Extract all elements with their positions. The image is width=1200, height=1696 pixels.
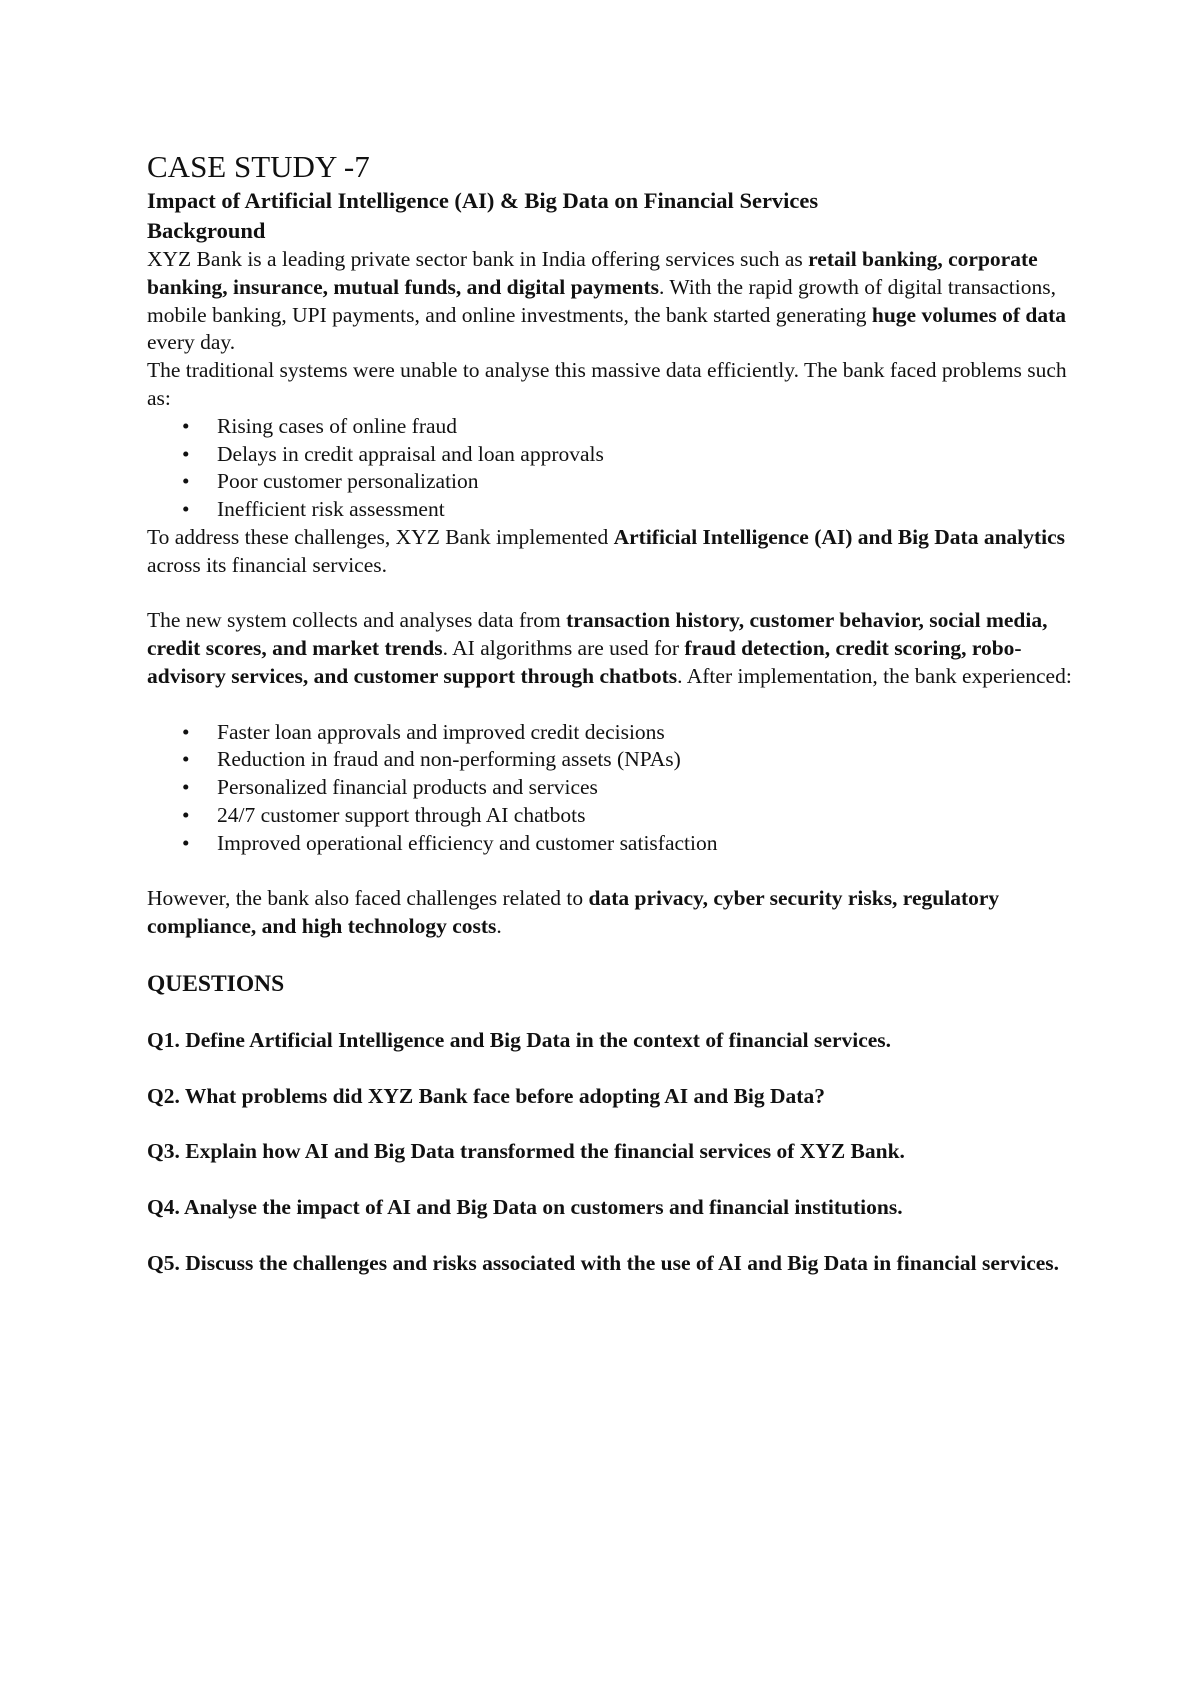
system-text-3: . After implementation, the bank experienced: <box>677 663 1072 688</box>
intro-text-2: . With the rapid growth of digital transactions, mobile banking, UPI payments, and online investments, the bank started generating <box>147 274 1056 327</box>
intro-paragraph <box>147 246 1077 357</box>
challenges-text-2: . <box>496 914 502 939</box>
system-text-1: The new system collects and analyses data from <box>147 608 567 633</box>
benefit-text: Personalized financial products and services <box>217 775 598 800</box>
list-item <box>182 802 1077 830</box>
problems-list <box>147 413 1077 524</box>
spacer <box>147 858 1077 886</box>
intro-services-bold: retail banking, corporate banking, insurance, mutual funds, and digital payments <box>147 247 1038 299</box>
spacer <box>147 691 1077 719</box>
page-title: CASE STUDY -7 <box>147 149 370 184</box>
challenges-text-1: However, the bank also faced challenges related to <box>147 886 589 911</box>
intro-text-1: XYZ Bank is a leading private sector bank in India offering services such as <box>147 247 809 271</box>
spacer <box>147 1166 1077 1194</box>
list-item <box>182 746 1077 774</box>
list-item <box>182 413 1077 441</box>
bullet-icon: • <box>182 830 190 855</box>
system-text-2: . AI algorithms are used for <box>442 636 685 661</box>
problem-text: Inefficient risk assessment <box>217 497 445 522</box>
system-uses-bold: fraud detection, credit scoring, robo-advisory services, and customer support through chatbots <box>147 636 1022 688</box>
bullet-icon: • <box>182 413 190 438</box>
question-2: Q2. What problems did XYZ Bank face before adopting AI and Big Data? <box>147 1083 825 1108</box>
intro-data-bold: huge volumes of data <box>871 302 1066 327</box>
list-item <box>182 719 1077 747</box>
benefit-text: Improved operational efficiency and customer satisfaction <box>217 830 718 855</box>
document-page <box>147 148 1077 1278</box>
spacer <box>147 580 1077 608</box>
benefit-text: 24/7 customer support through AI chatbots <box>217 802 586 827</box>
solution-paragraph <box>147 524 1077 580</box>
spacer <box>147 1055 1077 1083</box>
intro-text-3: every day. <box>147 330 236 355</box>
problem-text: Delays in credit appraisal and loan approvals <box>217 441 604 466</box>
list-item <box>182 441 1077 469</box>
question-3: Q3. Explain how AI and Big Data transformed the financial services of XYZ Bank. <box>147 1139 905 1164</box>
question-1: Q1. Define Artificial Intelligence and Big Data in the context of financial services. <box>147 1027 892 1052</box>
challenges-paragraph <box>147 885 1077 941</box>
question-5: Q5. Discuss the challenges and risks associated with the use of AI and Big Data in financial services. <box>147 1250 1060 1275</box>
challenges-bold: data privacy, cyber security risks, regulatory compliance, and high technology costs <box>147 886 1000 939</box>
spacer <box>147 1110 1077 1138</box>
bullet-icon: • <box>182 775 190 800</box>
bullet-icon: • <box>182 441 190 466</box>
benefits-list <box>147 719 1077 858</box>
problems-intro: The traditional systems were unable to analyse this massive data efficiently. The bank faced problems such as: <box>147 358 1067 410</box>
problem-text: Rising cases of online fraud <box>217 413 458 438</box>
background-heading: Background <box>147 218 266 243</box>
questions-heading: QUESTIONS <box>147 970 285 997</box>
question-4: Q4. Analyse the impact of AI and Big Data on customers and financial institutions. <box>147 1195 903 1220</box>
solution-text-2: across its financial services. <box>147 552 387 577</box>
case-subtitle: Impact of Artificial Intelligence (AI) & Big Data on Financial Services <box>147 188 819 213</box>
list-item <box>182 468 1077 496</box>
bullet-icon: • <box>182 497 190 522</box>
bullet-icon: • <box>182 802 190 827</box>
problem-text: Poor customer personalization <box>217 469 479 494</box>
spacer <box>147 941 1077 969</box>
solution-text-1: To address these challenges, XYZ Bank implemented <box>147 524 614 549</box>
list-item <box>182 496 1077 524</box>
bullet-icon: • <box>182 469 190 494</box>
bullet-icon: • <box>182 719 190 744</box>
spacer <box>147 1222 1077 1250</box>
spacer <box>147 999 1077 1027</box>
list-item <box>182 830 1077 858</box>
list-item <box>182 774 1077 802</box>
benefit-text: Reduction in fraud and non-performing assets (NPAs) <box>217 747 681 772</box>
system-paragraph <box>147 607 1077 690</box>
system-sources-bold: transaction history, customer behavior, social media, credit scores, and market trends <box>147 608 1048 661</box>
solution-bold: Artificial Intelligence (AI) and Big Data analytics <box>613 524 1066 549</box>
benefit-text: Faster loan approvals and improved credit decisions <box>217 719 665 744</box>
bullet-icon: • <box>182 747 190 772</box>
